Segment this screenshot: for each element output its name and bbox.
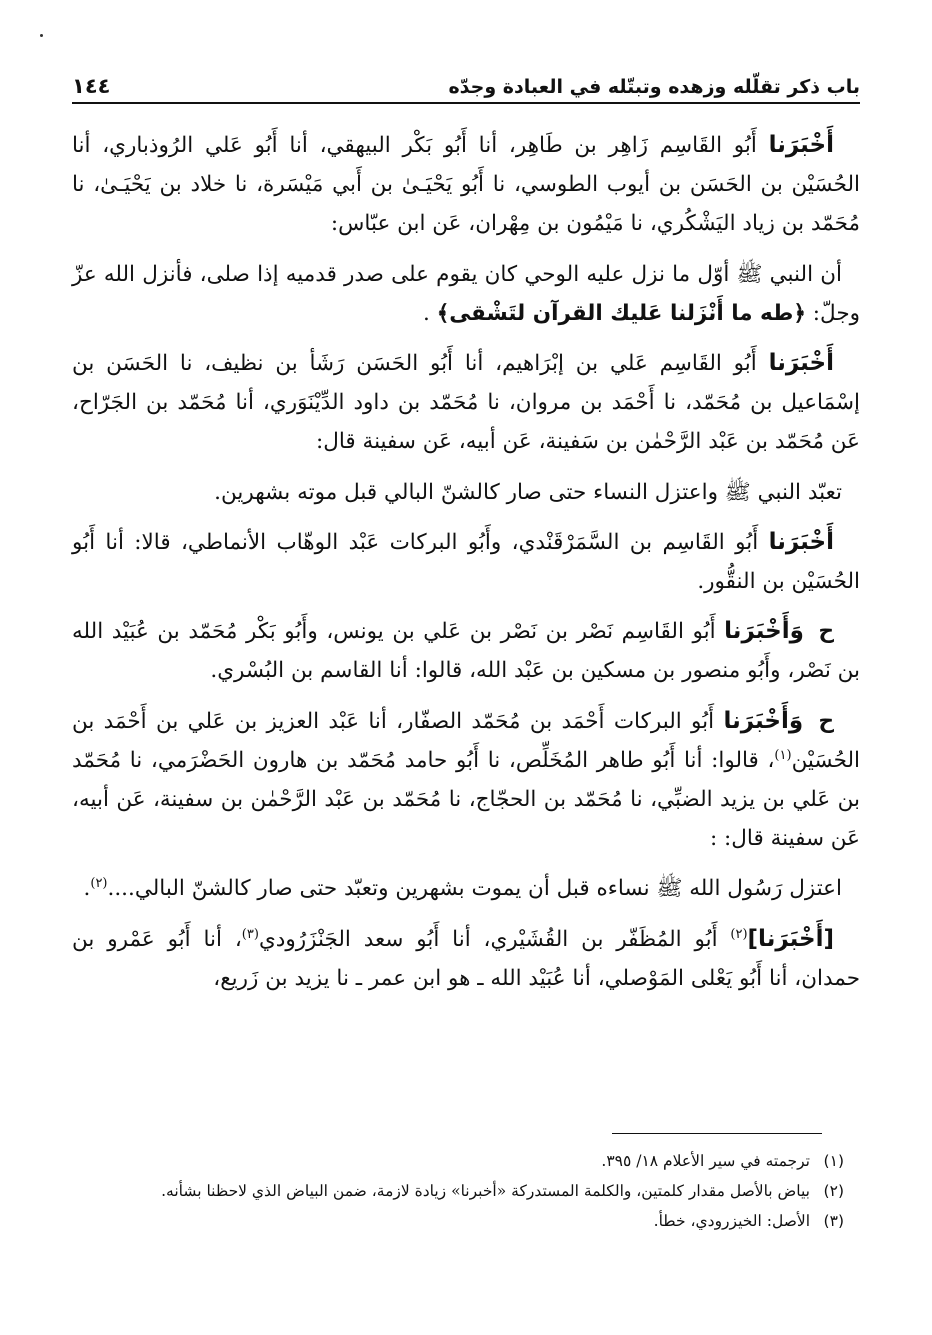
footnote-text: ترجمته في سير الأعلام ١٨/ ٣٩٥.	[601, 1152, 810, 1170]
paragraph-text: أَبُو القَاسِم عَلي بن إبْرَاهيم، أنا أَبُو الحَسَن رَشَأ بن نظيف، نا الحَسَن بن إسْمَاعيل بن مُحَمّد، نا أَحْمَد بن مروان، نا مُحَمّد بن داود الدِّيْنَوَري، أنا مُحَمّد بن الجَرّاح، عَن مُحَمّد بن عَبْد الرَّحْمٰن بن سَفينة، عَن أبيه، عَن سفينة قال:	[72, 351, 860, 455]
akhbarana-keyword: وَأَخْبَرَنا	[724, 618, 804, 645]
paragraph-text-end: .	[423, 300, 430, 326]
footnote-marker[interactable]: (٢)	[90, 876, 108, 892]
paragraph-text-end: .	[83, 876, 91, 902]
akhbarana-keyword: [أَخْبَرَنا]	[747, 925, 834, 952]
footnote-item	[72, 1208, 844, 1234]
main-text	[72, 126, 860, 1009]
paragraph-text: أَبُو المُظَفّر بن القُشَيْري، أنا أَبُو سعد الجَنْزَرُودي	[258, 926, 718, 952]
footnote-marker[interactable]: (١)	[774, 747, 792, 763]
paragraph-text: أَبُو البركات أَحْمَد بن مُحَمّد الصفّار، أنا عَبْد العزيز بن عَلي بن أَحْمَد بن الحُسَيْن	[72, 708, 860, 773]
akhbarana-keyword: أَخْبَرَنا	[768, 132, 834, 158]
paragraph-text: أَبُو القَاسِم زَاهِر بن طَاهِر، أنا أَبُو بَكْر البيهقي، أنا أَبُو عَلي الرُوذباري، أنا الحُسَيْن بن الحَسَن بن أيوب الطوسي، نا أَبُو يَحْيَـىٰ بن أَبي مَيْسَرة، نا خلاد بن يَحْيَـىٰ، نا مُحَمّد بن زياد اليَشْكُري، نا مَيْمُون بن مِهْران، عَن ابن عبّاس:	[72, 133, 860, 237]
quran-verse: ﴿طه ما أَنْزَلنا عَليك القرآن لتَشْقى﴾	[436, 300, 806, 326]
isnad-paragraph-5	[72, 702, 860, 859]
footnote-number: (٣)	[823, 1212, 844, 1230]
paragraph-text: أَبُو القَاسِم بن السَّمَرْقَنْدي، وأَبُو البركات عَبْد الوهّاب الأنماطي، قالا: أنا أَبُو الحُسَيْن بن النقُّور.	[72, 529, 860, 595]
footnote-item	[72, 1148, 844, 1174]
footnote-marker[interactable]: (٢)	[730, 926, 748, 942]
footnote-number: (٢)	[823, 1182, 844, 1200]
chapter-title: باب ذكر تقلّله وزهده وتبتّله في العبادة وجدّه	[448, 76, 860, 98]
page-number: ١٤٤	[72, 74, 111, 98]
footnote-separator	[612, 1133, 822, 1134]
isnad-paragraph-2	[72, 344, 860, 462]
footnote-marker[interactable]: (٣)	[241, 926, 259, 942]
akhbarana-keyword: وَأَخْبَرَنا	[723, 707, 804, 734]
footnotes	[72, 1148, 844, 1238]
tahwil-marker: ح	[818, 708, 834, 734]
footnote-number: (١)	[823, 1152, 844, 1170]
paragraph-text: أَبُو القَاسِم نَصْر بن نَصْر بن عَلي بن يونس، وأَبُو بَكْر مُحَمّد بن عُبَيْد الله بن نَصْر، وأَبُو منصور بن مسكين بن عَبْد الله، قالوا: أنا القاسم بن البُسْري.	[72, 619, 860, 684]
isnad-paragraph-3	[72, 523, 860, 601]
paragraph-text: تعبّد النبي ﷺ واعتزل النساء حتى صار كالشنّ البالي قبل موته بشهرين.	[214, 479, 842, 505]
hadith-text-1	[72, 255, 860, 333]
isnad-paragraph-4	[72, 612, 860, 690]
isnad-paragraph-6	[72, 920, 860, 998]
hadith-text-3	[72, 869, 860, 908]
paragraph-text-end: ، قالوا: أنا أَبُو طاهر المُخَلِّص، نا أَبُو حامد مُحَمّد بن هارون الحَضْرَمي، نا مُحَمّد بن عَلي بن يزيد الضبِّي، نا مُحَمّد بن الحجّاج، نا مُحَمّد بن عَبْد الرَّحْمٰن بن سفينة، عَن أبيه، عَن سفينة قال: :	[72, 747, 860, 852]
tahwil-marker: ح	[818, 619, 834, 645]
page-header	[72, 70, 860, 104]
paragraph-text-end: ، أنا أَبُو عَمْرو بن حمدان، أنا أَبُو يَعْلى المَوْصلي، أنا عُبَيْد الله ـ هو ابن عمر ـ نا يزيد بن زَريع،	[72, 926, 860, 991]
footnote-item	[72, 1178, 844, 1204]
isnad-paragraph-1	[72, 126, 860, 244]
paragraph-text: أن النبي ﷺ أوّل ما نزل عليه الوحي كان يقوم على صدر قدميه إذا صلى، فأنزل الله عزّ وجلّ:	[72, 261, 860, 326]
akhbarana-keyword: أَخْبَرَنا	[768, 350, 834, 377]
page-speck	[40, 34, 43, 37]
paragraph-text: اعتزل رَسُول الله ﷺ نساءه قبل أن يموت بشهرين وتعبّد حتى صار كالشنّ البالي....	[107, 876, 842, 902]
footnote-text: بياض بالأصل مقدار كلمتين، والكلمة المستدركة «أخبرنا» زيادة لازمة، ضمن البياض الذي لاحظنا بشأنه.	[161, 1182, 810, 1200]
hadith-text-2	[72, 473, 860, 512]
akhbarana-keyword: أَخْبَرَنا	[768, 528, 834, 555]
footnote-text: الأصل: الخيزرودي، خطأ.	[653, 1212, 810, 1230]
